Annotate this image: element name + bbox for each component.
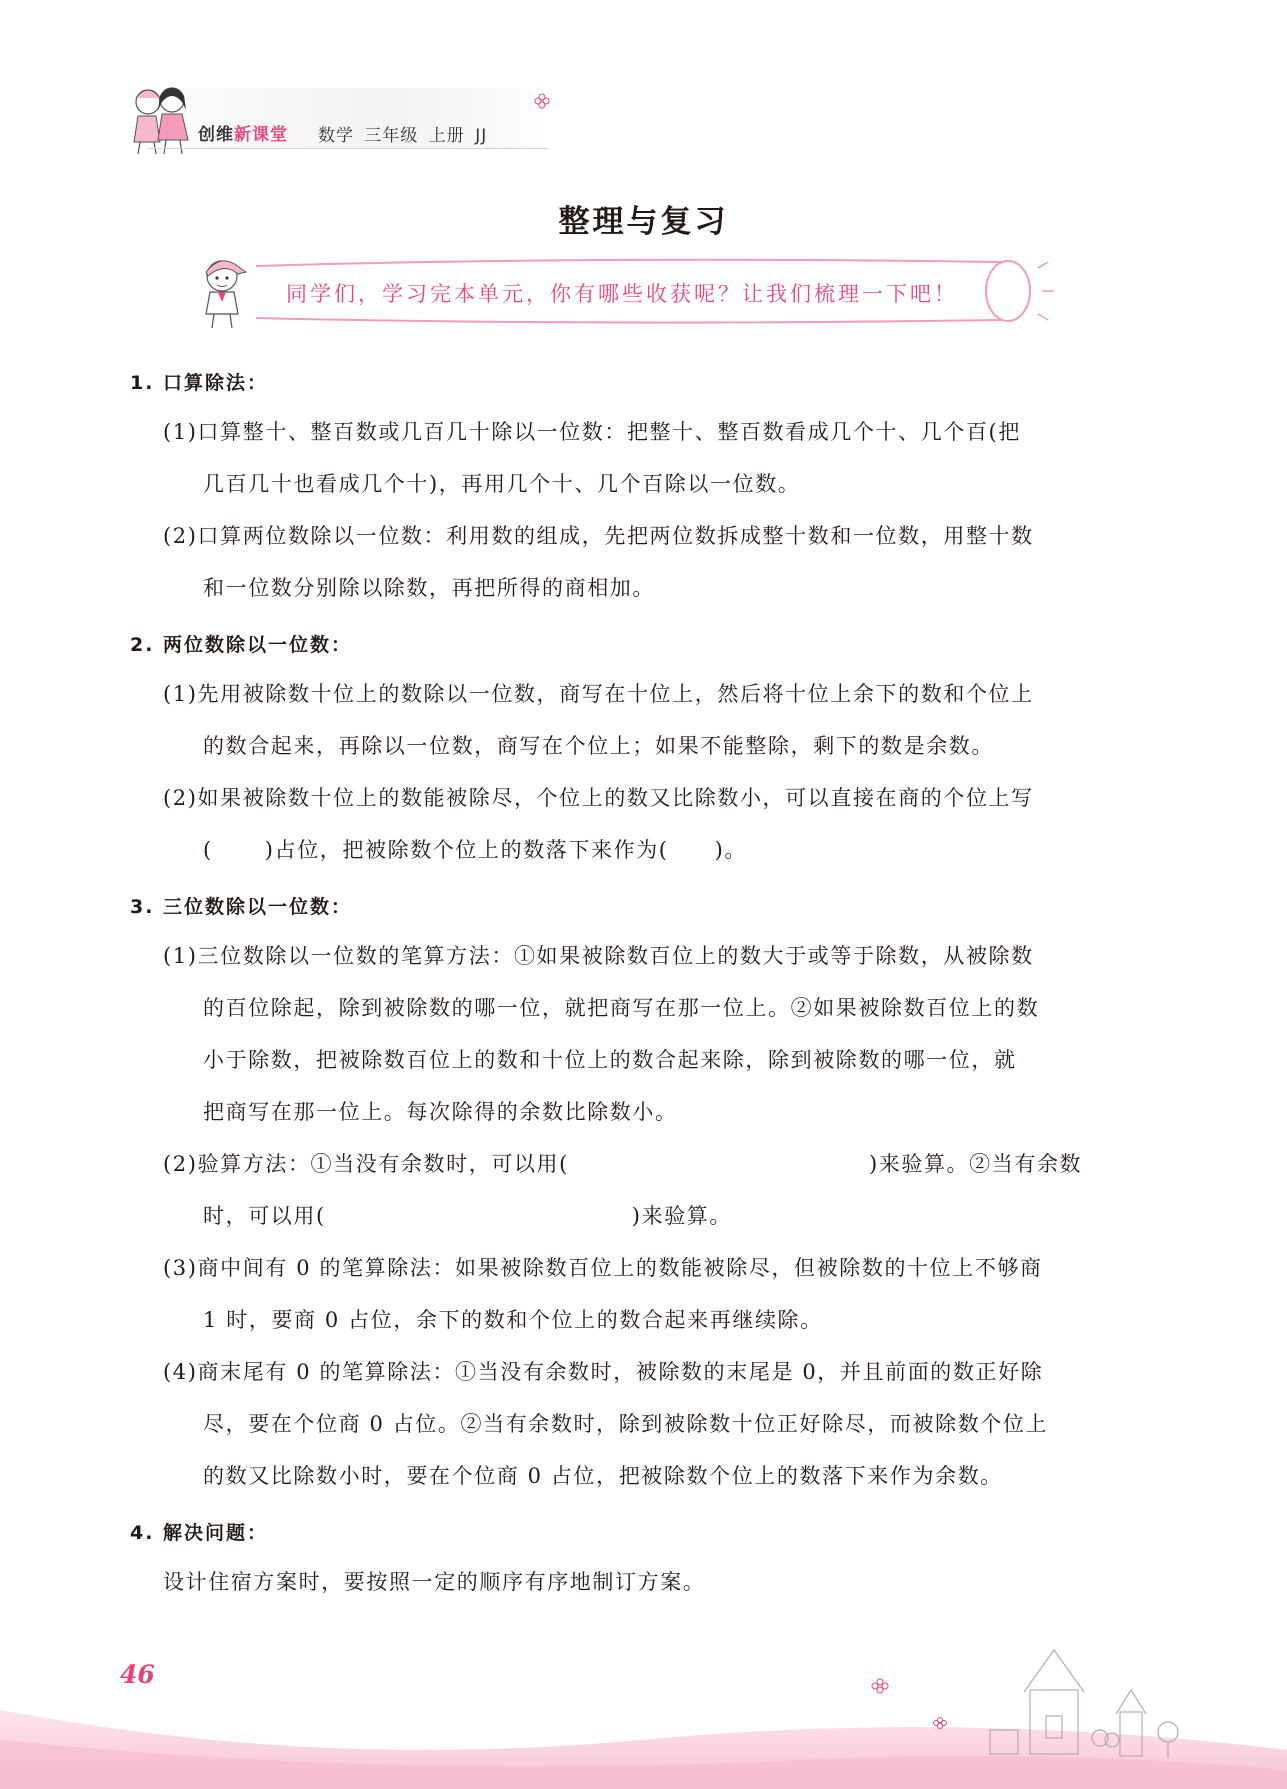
text-line: 时，可以用( )来验算。 — [203, 1204, 732, 1228]
text-line: 几百几十也看成几个十)，再用几个十、几个百除以一位数。 — [203, 472, 801, 496]
page-title: 整理与复习 — [558, 204, 729, 240]
section-heading: 3. 三位数除以一位数： — [130, 896, 353, 918]
text-line: 的数合起来，再除以一位数，商写在个位上；如果不能整除，剩下的数是余数。 — [203, 734, 994, 758]
text-line: (4)商末尾有 0 的笔算除法：①当没有余数时，被除数的末尾是 0，并且前面的数正好除 — [163, 1360, 1044, 1384]
boy-illustration-icon — [198, 252, 250, 330]
text-line: 和一位数分别除以除数，再把所得的商相加。 — [203, 576, 655, 600]
section-heading: 2. 两位数除以一位数： — [130, 634, 353, 656]
flower-icon — [533, 92, 551, 110]
banner-text: 同学们，学习完本单元，你有哪些收获呢？让我们梳理一下吧！ — [286, 282, 958, 306]
text-line: (1)三位数除以一位数的笔算方法：①如果被除数百位上的数大于或等于除数，从被除数 — [163, 944, 1034, 968]
page-number: 46 — [120, 1660, 155, 1689]
text-line: ( )占位，把被除数个位上的数落下来作为( )。 — [203, 838, 747, 862]
section-heading: 4. 解决问题： — [130, 1522, 269, 1544]
section-heading: 1. 口算除法： — [130, 372, 269, 394]
text-line: 1 时，要商 0 占位，余下的数和个位上的数合起来再继续除。 — [203, 1308, 823, 1332]
header-divider — [148, 148, 548, 149]
text-line: 把商写在那一位上。每次除得的余数比除数小。 — [203, 1100, 678, 1124]
text-line: (2)如果被除数十位上的数能被除尽，个位上的数又比除数小，可以直接在商的个位上写 — [163, 786, 1034, 810]
text-line: (1)口算整十、整百数或几百几十除以一位数：把整十、整百数看成几个十、几个百(把 — [163, 420, 1021, 444]
text-line: 的数又比除数小时，要在个位商 0 占位，把被除数个位上的数落下来作为余数。 — [203, 1464, 1003, 1488]
text-line: (3)商中间有 0 的笔算除法：如果被除数百位上的数能被除尽，但被除数的十位上不够商 — [163, 1256, 1043, 1280]
text-line: 尽，要在个位商 0 占位。②当有余数时，除到被除数十位正好除尽，而被除数个位上 — [203, 1412, 1049, 1436]
footer-decoration — [0, 1620, 1287, 1789]
text-line: 的百位除起，除到被除数的哪一位，就把商写在那一位上。②如果被除数百位上的数 — [203, 996, 1040, 1020]
text-line: (2)口算两位数除以一位数：利用数的组成，先把两位数拆成整十数和一位数，用整十数 — [163, 524, 1034, 548]
text-line: 小于除数，把被除数百位上的数和十位上的数合起来除，除到被除数的哪一位，就 — [203, 1048, 1017, 1072]
kids-illustration-icon — [126, 80, 196, 156]
header-brand: 创维新课堂 — [198, 125, 288, 145]
header-course: 数学 三年级 上册 JJ — [318, 126, 488, 146]
text-line: (1)先用被除数十位上的数除以一位数，商写在十位上，然后将十位上余下的数和个位上 — [163, 682, 1034, 706]
text-line: 设计住宿方案时，要按照一定的顺序有序地制订方案。 — [163, 1570, 706, 1594]
text-line: (2)验算方法：①当没有余数时，可以用( )来验算。②当有余数 — [163, 1152, 1083, 1176]
